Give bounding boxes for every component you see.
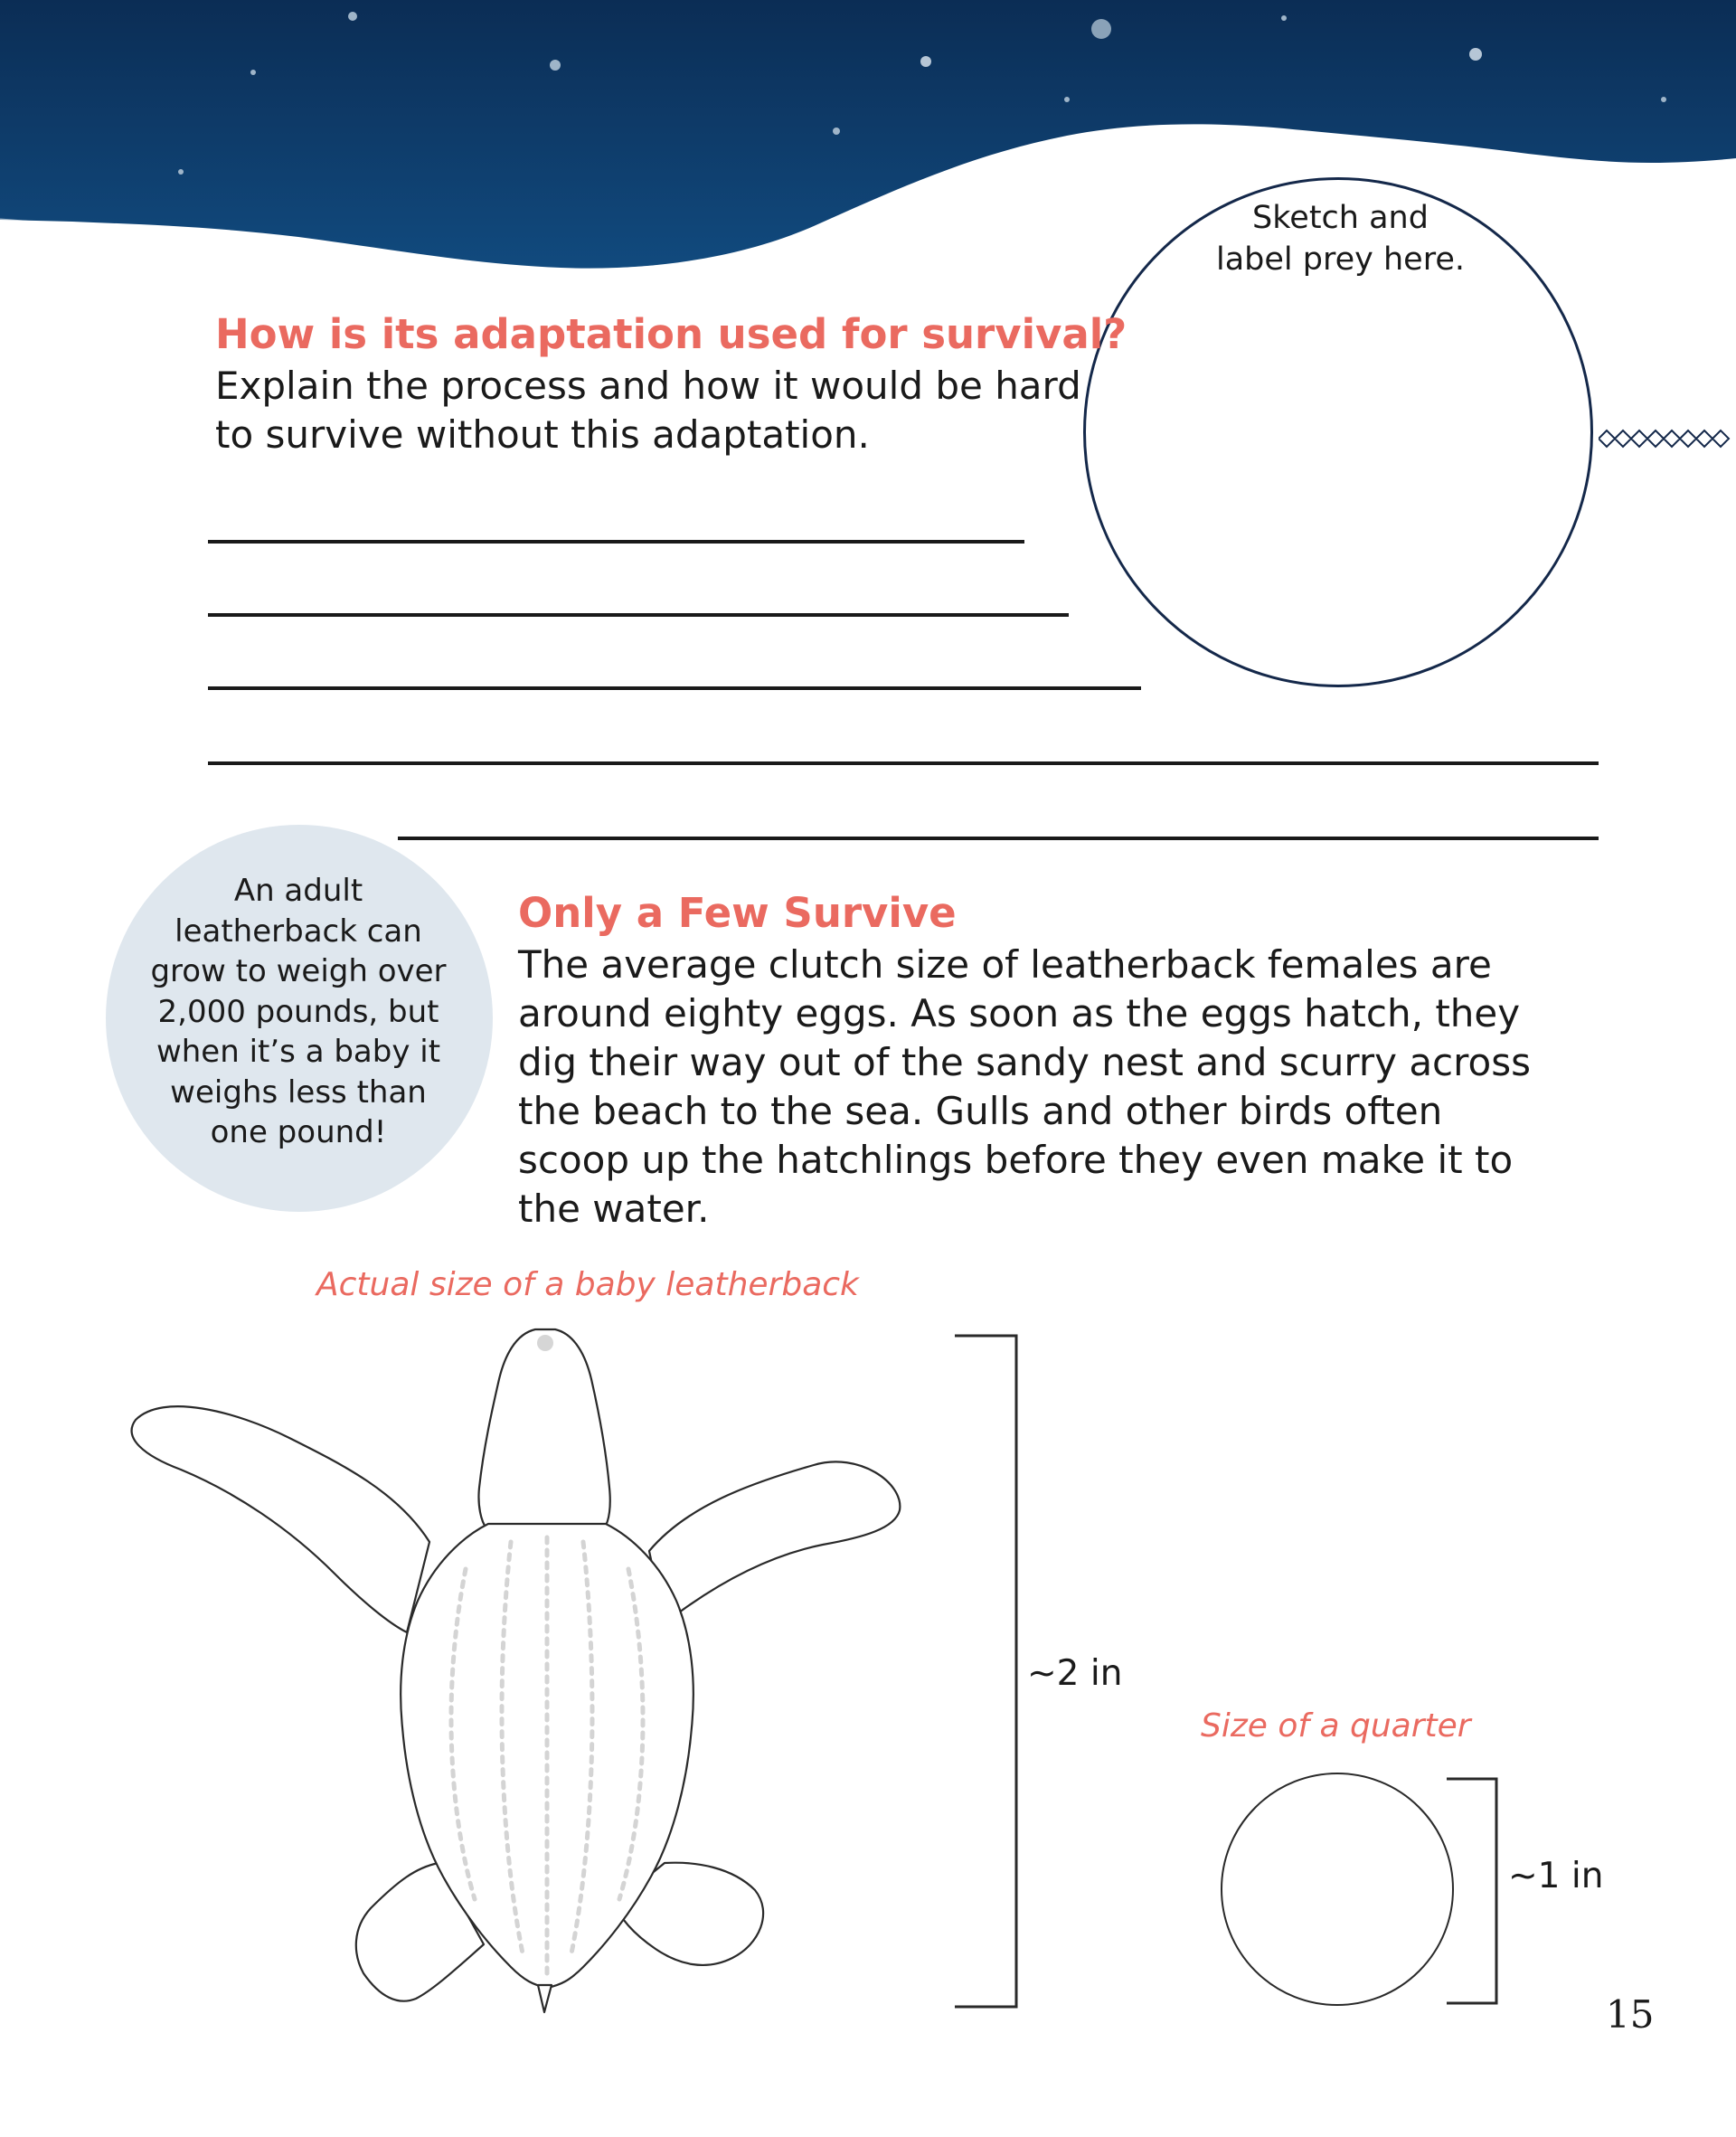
star [1281,15,1287,21]
star [1091,19,1111,39]
star [550,60,561,71]
zigzag-decoration [1599,425,1736,452]
baby-leatherback-illustration [127,1320,1004,2017]
quarter-size-label: ~1 in [1508,1856,1604,1896]
few-survive-body: The average clutch size of leatherback females are around eighty eggs. As soon as the eggs hatch, they dig their way out of the sandy nest and scurry across the beach to the sea. Gulls and other birds often scoop up the hatchlings before they even make it to the water. [518,942,1531,1231]
survival-heading: How is its adaptation used for survival? [215,310,1127,358]
answer-line[interactable] [208,540,1024,544]
star [1469,48,1482,61]
fact-bubble-text: An adult leatherback can grow to weigh over 2,000 pounds, but when it’s a baby it weighs less than one pound! [150,873,447,1150]
star [348,12,357,21]
page-number: 15 [1606,1992,1655,2037]
turtle-caption: Actual size of a baby leatherback [316,1266,859,1303]
head [478,1329,609,1528]
answer-line[interactable] [208,613,1069,617]
turtle-size-label: ~2 in [1027,1653,1123,1694]
tail [538,1985,552,2012]
star [1064,97,1070,102]
quarter-circle [1221,1773,1454,2006]
star [920,56,931,67]
sketch-prompt: Sketch and label prey here. [1216,200,1465,278]
right-front-flipper [649,1461,900,1623]
turtle-size-bracket [953,1333,1022,2009]
survival-prompt: Explain the process and how it would be hard to survive without this adaptation. [215,364,1081,457]
star [178,169,184,175]
star [250,70,256,75]
quarter-size-bracket [1445,1776,1501,2006]
few-survive-heading: Only a Few Survive [518,889,957,937]
answer-line[interactable] [208,686,1141,690]
answer-line[interactable] [398,837,1599,840]
quarter-caption: Size of a quarter [1201,1707,1471,1745]
left-front-flipper [132,1406,429,1632]
star [833,128,840,135]
answer-line[interactable] [208,761,1599,765]
snout-spot [537,1335,553,1351]
star [1661,97,1666,102]
